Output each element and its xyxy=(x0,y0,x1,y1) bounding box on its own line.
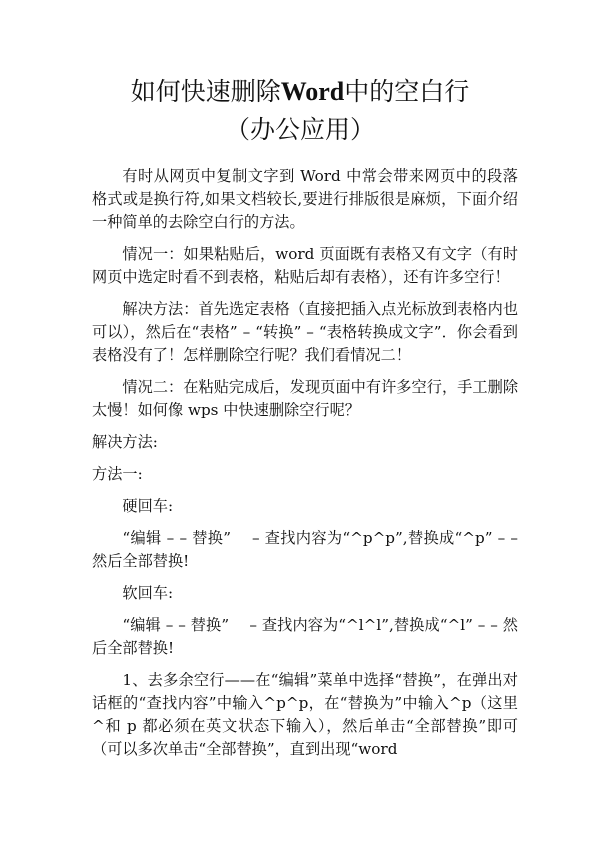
paragraph-hard-return: 硬回车: xyxy=(122,497,174,515)
paragraph-intro: 有时从网页中复制文字到 Word 中常会带来网页中的段落格式或是换行符,如果文档较长,要进行排版很是麻烦，下面介绍一种简单的去除空白行的方法。 xyxy=(92,167,518,231)
paragraph-remove-empty-lines: 1、去多余空行——在“编辑”菜单中选择“替换”，在弹出对话框的“查找内容”中输入^p^p，在“替换为”中输入^p（这里^和 p 都必须在英文状态下输入），然后单击“全部替换”即可（可以多次单击“全部替换”，直到出现“word xyxy=(92,671,518,758)
document-body xyxy=(92,165,518,770)
paragraph-case-two: 情况二：在粘贴完成后，发现页面中有许多空行，手工删除太慢！如何像 wps 中快速删除空行呢？ xyxy=(92,378,518,419)
paragraph-case-one: 情况一：如果粘贴后，word 页面既有表格又有文字（有时网页中选定时看不到表格，粘贴后却有表格），还有许多空行！ xyxy=(92,245,518,286)
title-part1: 如何快速删除 xyxy=(130,77,281,106)
document-subtitle: （办公应用） xyxy=(224,115,375,144)
title-part2: 中的空白行 xyxy=(344,77,470,106)
document-title xyxy=(0,77,600,107)
paragraph-soft-return-steps: “编辑 – – 替换” – 查找内容为“^l^l”,替换成“^l” – – 然后全部替换! xyxy=(92,616,518,657)
title-word: Word xyxy=(280,77,345,106)
paragraph-soft-return: 软回车: xyxy=(122,584,174,602)
paragraph-solution-label: 解决方法: xyxy=(92,433,158,451)
paragraph-hard-return-steps: “编辑 – – 替换” – 查找内容为“^p^p”,替换成“^p” – – 然后全部替换! xyxy=(92,529,518,570)
paragraph-solution-one: 解决方法：首先选定表格（直接把插入点光标放到表格内也可以），然后在“表格” – “转换” – “表格转换成文字”．你会看到表格没有了！怎样删除空行呢？我们看情况二！ xyxy=(92,300,518,364)
paragraph-method-one: 方法一: xyxy=(92,465,143,483)
